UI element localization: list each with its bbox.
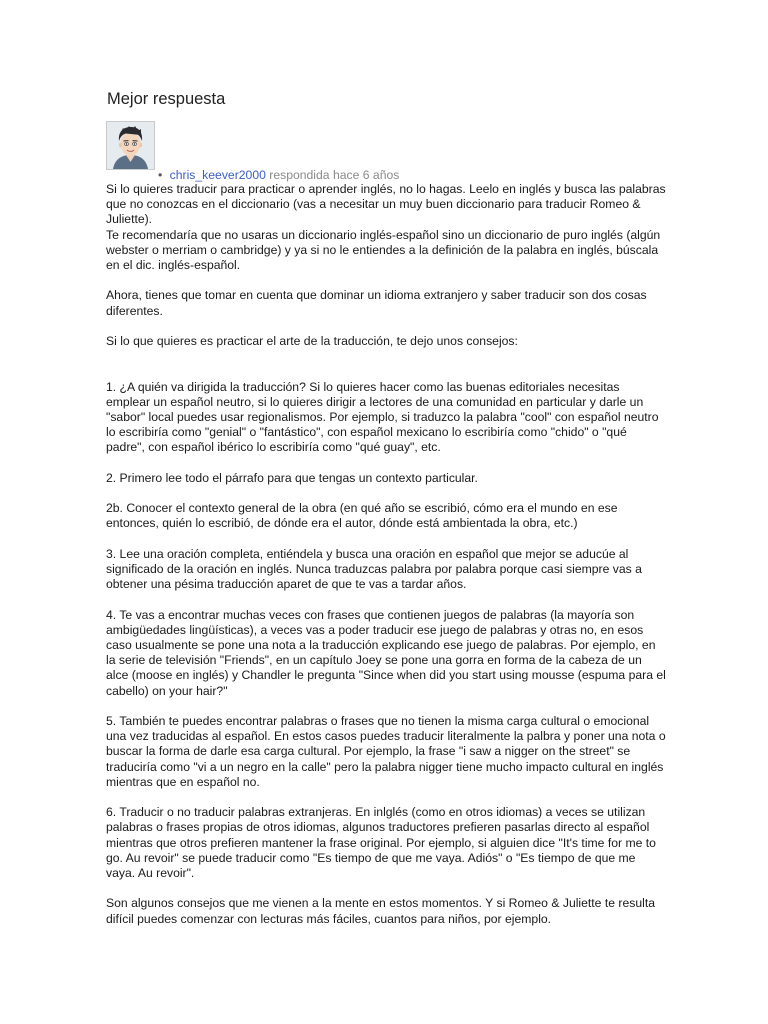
paragraph-gap — [106, 532, 666, 547]
bullet-icon: • — [158, 168, 163, 182]
paragraph-gap — [106, 486, 666, 501]
author-link[interactable]: chris_keever2000 — [169, 168, 266, 182]
answered-time: respondida hace 6 años — [269, 168, 400, 182]
answer-paragraph: 5. También te puedes encontrar palabras o frases que no tienen la misma carga cultural o emocional una vez traducidas al español. En estos casos puedes traducir literalmente la palbra y poner una nota o buscar la forma de darle esa carga cultural. Por ejemplo, la frase "i saw a nigger on the street" se traduciría como "vi a un negro en la calle" pero la palabra nigger tiene mucho impacto cultural en inglés mientras que en español no. — [106, 713, 666, 789]
answer-paragraph: Te recomendaría que no usaras un diccionario inglés-español sino un diccionario de puro inglés (algún webster o merriam o cambridge) y ya si no le entiendes a la definición de la palabra en inglés, búscala en el dic. inglés-español. — [106, 227, 661, 273]
avatar-illustration — [107, 122, 154, 169]
answer-paragraph: 6. Traducir o no traducir palabras extranjeras. En inlglés (como en otros idiomas) a veces se utilizan palabras o frases propias de otros idiomas, algunos traductores prefieren pasarlas directo al español mientras que otros prefieren mantener la frase original. Por ejemplo, si alguien dice "It's time for me to go. Au revoir" se puede traducir como "Es tiempo de que me vaya. Adiós" o "Es tiempo de que me vaya. Au revoir". — [106, 805, 656, 880]
paragraph-gap — [106, 456, 666, 471]
answer-paragraph: Ahora, tienes que tomar en cuenta que dominar un idioma extranjero y saber traducir son dos cosas diferentes. — [106, 288, 647, 318]
answer-paragraph: 2. Primero lee todo el párrafo para que tengas un contexto particular. — [106, 470, 478, 485]
paragraph-gap — [106, 592, 666, 607]
paragraph-gap — [106, 699, 666, 714]
paragraph-gap — [106, 364, 666, 379]
answer-paragraph: Si lo quieres traducir para practicar o aprender inglés, no lo hagas. Leelo en inglés y busca las palabras que no conozcas en el diccionario (vas a necesitar un muy buen diccionario para traducir Romeo & Juliette). — [106, 182, 666, 227]
answer-paragraph: Son algunos consejos que me vienen a la mente en estos momentos. Y si Romeo & Juliette te resulta difícil puedes comenzar con lecturas más fáciles, cuantos para niños, por ejemplo. — [106, 896, 655, 926]
answer-paragraph: 1. ¿A quién va dirigida la traducción? Si lo quieres hacer como las buenas editoriales necesitas emplear un español neutro, si lo quieres dirigir a lectores de una comunidad en particular y darle un "sabor" local puedes usar regionalismos. Por ejemplo, si traduzco la palabra "cool" con español neutro lo escribiría como "genial" o "fantástico", con español mexicano lo escribiría como "chido" o "qué padre", con español ibérico lo escribiría como "qué guay", etc. — [106, 379, 659, 455]
paragraph-gap — [106, 319, 666, 334]
paragraph-gap — [106, 349, 666, 364]
answer-meta — [158, 168, 399, 183]
user-avatar-icon[interactable] — [106, 121, 155, 170]
paragraph-gap — [106, 273, 666, 288]
answer-body — [106, 182, 666, 927]
answer-paragraph: 4. Te vas a encontrar muchas veces con frases que contienen juegos de palabras (la mayoría son ambigüedades lingüísticas), a veces vas a poder traducir ese juego de palabras y otras no, en esos caso usualmente se pone una nota a la traducción explicando ese juego de palabras. Por ejemplo, en la serie de televisión "Friends", en un capítulo Joey se pone una gorra en forma de la cabeza de un alce (moose en inglés) y Chandler le pregunta "Since when did you start using mousse (espuma para el cabello) on your hair?" — [106, 607, 666, 698]
paragraph-gap — [106, 790, 666, 805]
answer-paragraph: 2b. Conocer el contexto general de la obra (en qué año se escribió, cómo era el mundo en ese entonces, quién lo escribió, de dónde era el autor, dónde está ambientada la obra, etc.) — [106, 501, 618, 531]
page-title: Mejor respuesta — [107, 90, 226, 108]
answer-paragraph: 3. Lee una oración completa, entiéndela y busca una oración en español que mejor se aducúe al significado de la oración en inglés. Nunca traduzcas palabra por palabra porque casi siempre vas a obtener una pésima traducción aparet de que te vas a tardar años. — [106, 546, 642, 592]
answer-paragraph: Si lo que quieres es practicar el arte de la traducción, te dejo unos consejos: — [106, 334, 518, 348]
paragraph-gap — [106, 881, 666, 896]
